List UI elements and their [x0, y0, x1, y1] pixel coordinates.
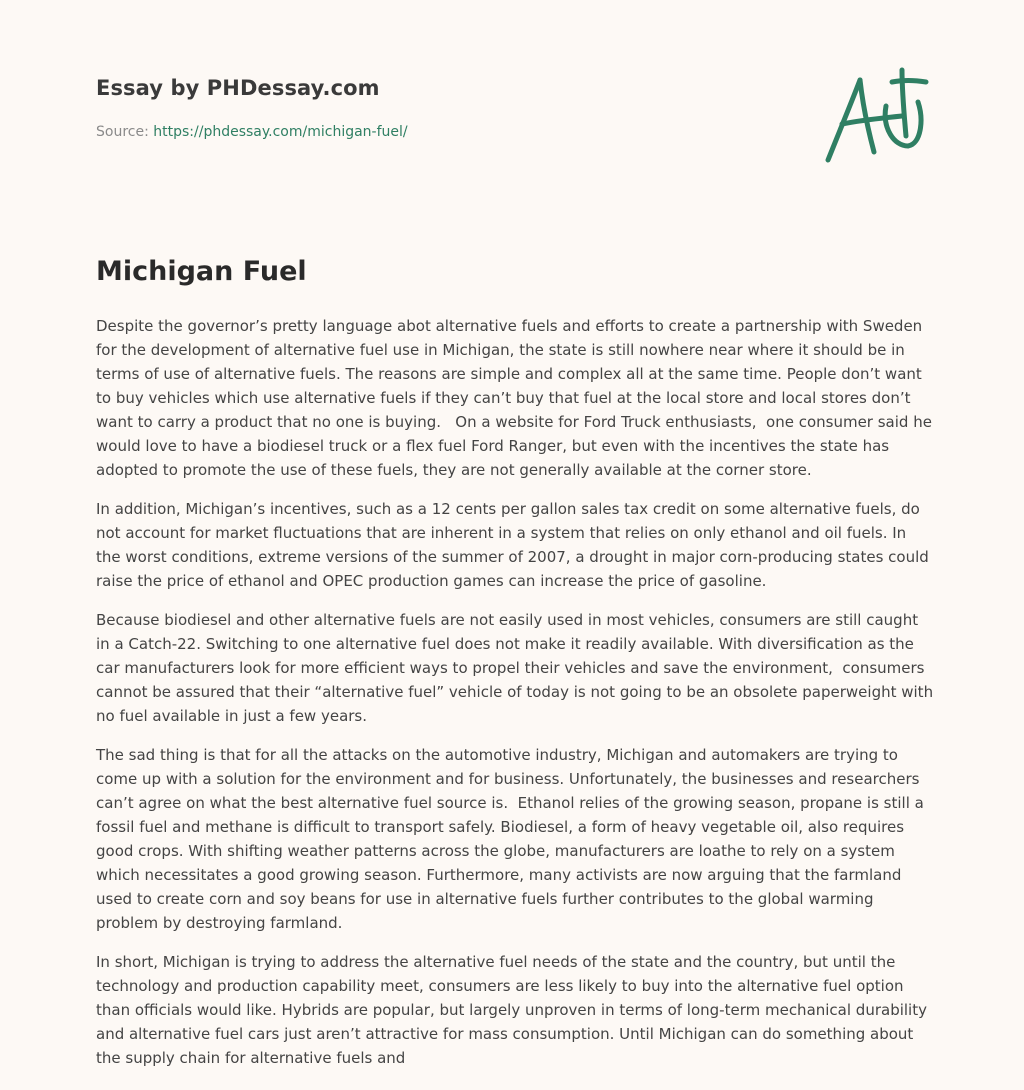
essay-paragraph: In short, Michigan is trying to address the alternative fuel needs of the state and the country, but until the technology and production capability meet, consumers are less likely to buy into the alternative fuel option than officials would like. Hybrids are popular, but largely unproven in terms of long-term mechanical durability and alternative fuel cars just aren’t attractive for mass consumption. Until Michigan can do something about the supply chain for alternative fuels and — [96, 953, 932, 1067]
essay-title: Michigan Fuel — [96, 256, 307, 287]
essay-paragraph: The sad thing is that for all the attacks on the automotive industry, Michigan and automakers are trying to come up with a solution for the environment and for business. Unfortunately, the businesses and researchers can’t agree on what the best alternative fuel source is. Ethanol relies of the growing season, propane is still a fossil fuel and methane is difficult to transport safely. Biodiesel, a form of heavy vegetable oil, also requires good crops. With shifting weather patterns across the globe, manufacturers are loathe to rely on a system which necessitates a good growing season. Furthermore, many activists are now arguing that the farmland used to create corn and soy beans for use in alternative fuels further contributes to the global warming problem by destroying farmland. — [96, 746, 929, 932]
essay-paragraph: Because biodiesel and other alternative fuels are not easily used in most vehicles, consumers are still caught in a Catch-22. Switching to one alternative fuel does not make it readily available. With diversification as the car manufacturers look for more efficient ways to propel their vehicles and save the environment, consumers cannot be assured that their “alternative fuel” vehicle of today is not going to be an obsolete paperweight with no fuel available in just a few years. — [96, 611, 938, 725]
source-line — [96, 124, 408, 140]
site-brand: Essay by PHDessay.com — [96, 76, 380, 100]
essay-paragraph: Despite the governor’s pretty language abot alternative fuels and efforts to create a partnership with Sweden for the development of alternative fuel use in Michigan, the state is still nowhere near where it should be in terms of use of alternative fuels. The reasons are simple and complex all at the same time. People don’t want to buy vehicles which use alternative fuels if they can’t buy that fuel at the local store and local stores don’t want to carry a product that no one is buying. On a website for Ford Truck enthusiasts, one consumer said he would love to have a biodiesel truck or a flex fuel Ford Ranger, but even with the incentives the state has adopted to promote the use of these fuels, they are not generally available at the corner store. — [96, 317, 937, 479]
source-label: Source: — [96, 124, 154, 140]
essay-paragraph: In addition, Michigan’s incentives, such as a 12 cents per gallon sales tax credit on some alternative fuels, do not account for market fluctuations that are inherent in a system that relies on only ethanol and oil fuels. In the worst conditions, extreme versions of the summer of 2007, a drought in major corn-producing states could raise the price of ethanol and OPEC production games can increase the price of gasoline. — [96, 500, 934, 590]
a-plus-logo-icon — [818, 64, 930, 168]
essay-content — [96, 314, 938, 1085]
source-link[interactable]: https://phdessay.com/michigan-fuel/ — [153, 124, 408, 140]
